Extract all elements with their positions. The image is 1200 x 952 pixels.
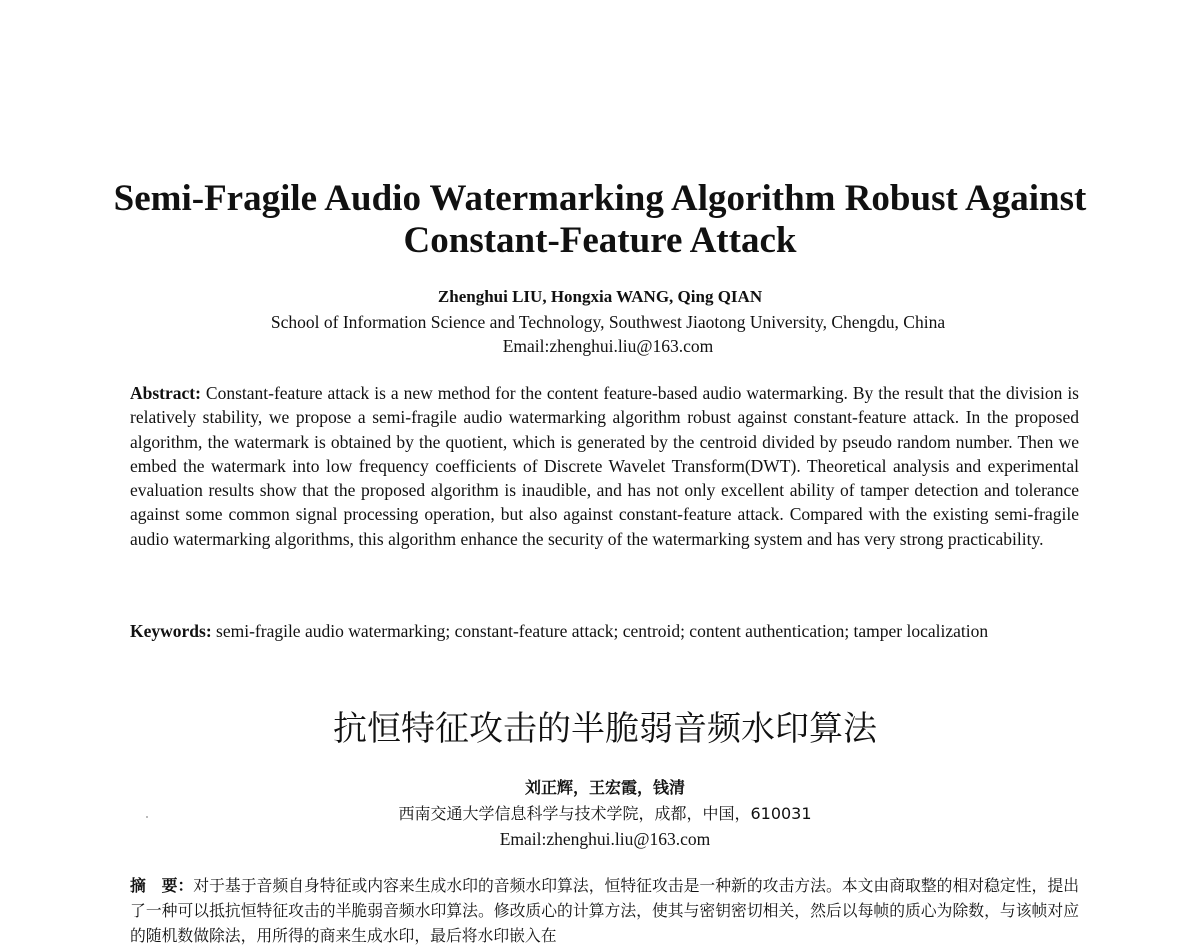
keywords-label: Keywords:	[130, 621, 212, 641]
chinese-abstract-text: 对于基于音频自身特征或内容来生成水印的音频水印算法，恒特征攻击是一种新的攻击方法。本文由商取整的相对稳定性，提出了一种可以抵抗恒特征攻击的半脆弱音频水印算法。修改质心的计算方法，使其与密钥密切相关，然后以每帧的质心为除数，与该帧对应的随机数做除法，用所得的商来生成水印，最后将水印嵌入在	[130, 876, 1079, 945]
chinese-abstract	[130, 873, 1079, 948]
english-affiliation: School of Information Science and Technology, Southwest Jiaotong University, Chengdu, China	[270, 312, 946, 332]
abstract-label: Abstract:	[130, 383, 201, 403]
english-authors: Zhenghui LIU, Hongxia WANG, Qing QIAN	[437, 287, 763, 306]
english-title-line-1: Semi-Fragile Audio Watermarking Algorithm Robust Against	[113, 178, 1087, 219]
chinese-abstract-label: 摘 要：	[130, 876, 194, 895]
abstract-text: Constant-feature attack is a new method for the content feature-based audio watermarking. By the result that the division is relatively stability, we propose a semi-fragile audio watermarking algorithm robust against constant-feature attack. In the proposed algorithm, the watermark is obtained by the quotient, which is generated by the centroid divided by pseudo random number. Then we embed the watermark into low frequency coefficients of Discrete Wavelet Transform(DWT). Theoretical analysis and experimental evaluation results show that the proposed algorithm is inaudible, and has not only excellent ability of tamper detection and tolerance against some common signal processing operation, but also against constant-feature attack. Compared with the existing semi-fragile audio watermarking algorithms, this algorithm enhance the security of the watermarking system and has very strong practicability.	[130, 383, 1079, 549]
english-title-line-2: Constant-Feature Attack	[403, 220, 797, 261]
chinese-email: Email:zhenghui.liu@163.com	[499, 829, 711, 849]
english-email: Email:zhenghui.liu@163.com	[502, 336, 714, 356]
english-title	[100, 178, 1100, 262]
keywords-text: semi-fragile audio watermarking; constant-feature attack; centroid; content authentication; tamper localization	[211, 621, 989, 641]
chinese-affiliation: 西南交通大学信息科学与技术学院，成都，中国，610031	[398, 804, 812, 823]
english-keywords	[130, 619, 1079, 643]
chinese-title: 抗恒特征攻击的半脆弱音频水印算法	[333, 709, 877, 749]
chinese-authors: 刘正辉，王宏霞，钱清	[524, 778, 685, 797]
english-abstract	[130, 381, 1079, 551]
